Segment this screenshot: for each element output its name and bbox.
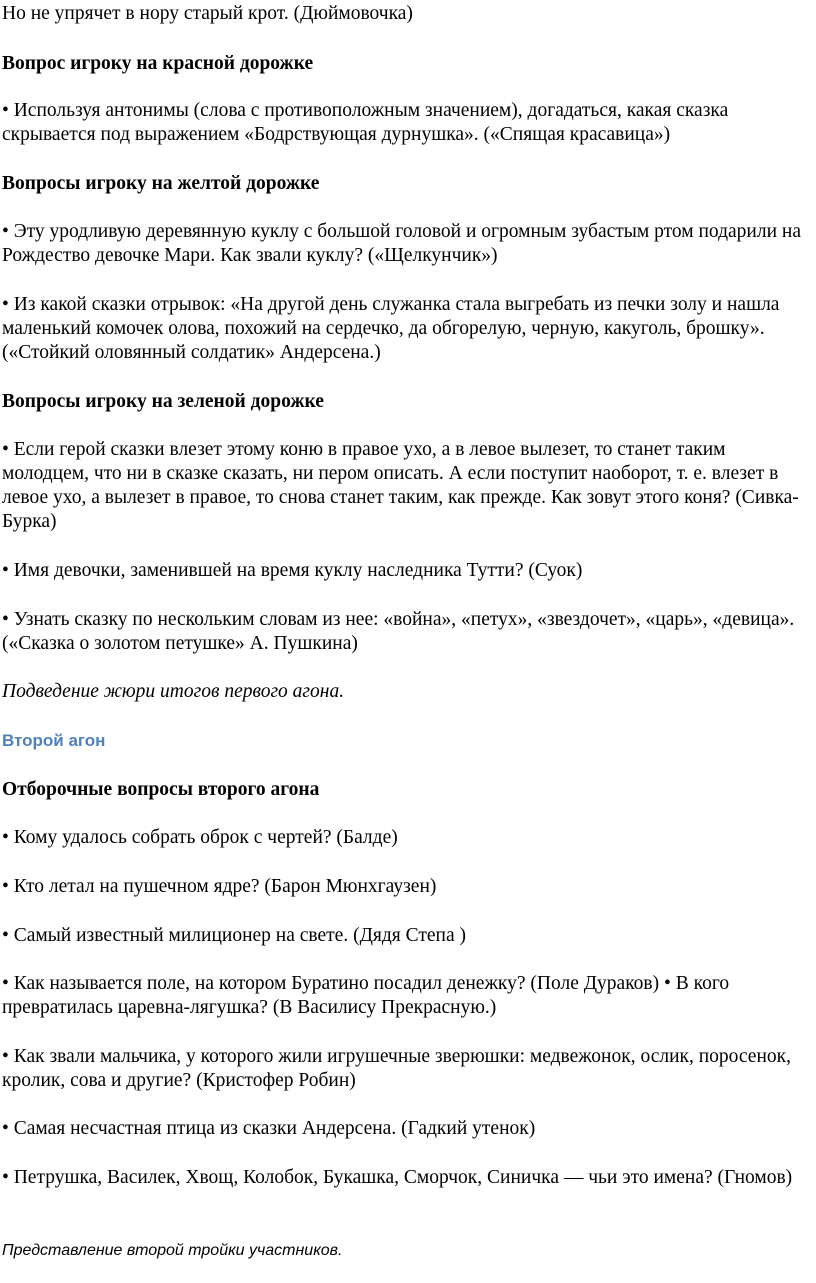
jury-summary-note: Подведение жюри итогов первого агона. bbox=[2, 681, 345, 702]
second-agon-question-4: • Как называется поле, на котором Буратино посадил денежку? (Поле Дураков) • В кого превратилась царевна-лягушка? (В Василису Прекрасную.) bbox=[2, 973, 730, 1018]
second-agon-question-7: • Петрушка, Василек, Хвощ, Колобок, Букашка, Сморчок, Синичка — чьи это имена? (Гномов) bbox=[2, 1167, 793, 1188]
second-agon-question-6: • Самая несчастная птица из сказки Андерсена. (Гадкий утенок) bbox=[2, 1118, 536, 1139]
green-path-questions-heading: Вопросы игроку на зеленой дорожке bbox=[2, 391, 324, 412]
green-path-question-1: • Если герой сказки влезет этому коню в правое ухо, а в левое вылезет, то станет таким молодцем, что ни в сказке сказать, ни пером описать. А если поступит наоборот, т. е. влезет в левое ухо, а вылезет в правое, то снова станет таким, как прежде. Как зовут этого коня? (Сивка-Бурка) bbox=[2, 439, 799, 532]
second-agon-question-5: • Как звали мальчика, у которого жили игрушечные зверюшки: медвежонок, ослик, поросенок, кролик, сова и другие? (Кристофер Робин) bbox=[2, 1046, 791, 1091]
yellow-path-questions-heading: Вопросы игроку на желтой дорожке bbox=[2, 173, 320, 194]
second-agon-question-3: • Самый известный милиционер на свете. (Дядя Степа ) bbox=[2, 925, 467, 946]
second-trio-intro-note: Представление второй тройки участников. bbox=[2, 1242, 343, 1259]
second-agon-question-2: • Кто летал на пушечном ядре? (Барон Мюнхгаузен) bbox=[2, 876, 437, 897]
green-path-question-2: • Имя девочки, заменившей на время куклу наследника Тутти? (Суок) bbox=[2, 560, 583, 581]
red-path-question: • Используя антонимы (слова с противоположным значением), догадаться, какая сказка скрывается под выражением «Бодрствующая дурнушка». («Спящая красавица») bbox=[2, 100, 729, 145]
yellow-path-question-2: • Из какой сказки отрывок: «На другой день служанка стала выгребать из печки золу и нашла маленький комочек олова, похожий на сердечко, да обгорелую, черную, какуголь, брошку». («Стойкий оловянный солдатик» Андерсена.) bbox=[2, 294, 780, 363]
second-agon-heading: Второй агон bbox=[2, 731, 106, 750]
second-agon-question-1: • Кому удалось собрать оброк с чертей? (Балде) bbox=[2, 827, 398, 848]
red-path-question-heading: Вопрос игроку на красной дорожке bbox=[2, 53, 314, 74]
yellow-path-question-1: • Эту уродливую деревянную куклу с большой головой и огромным зубастым ртом подарили на Рождество девочке Мари. Как звали куклу? («Щелкунчик») bbox=[2, 221, 801, 266]
answer-line: Но не упрячет в нору старый крот. (Дюймовочка) bbox=[2, 3, 413, 24]
green-path-question-3: • Узнать сказку по нескольким словам из нее: «война», «петух», «звездочет», «царь», «девица». («Сказка о золотом петушке» А. Пушкина) bbox=[2, 609, 795, 654]
second-agon-questions-heading: Отборочные вопросы второго агона bbox=[2, 779, 320, 800]
